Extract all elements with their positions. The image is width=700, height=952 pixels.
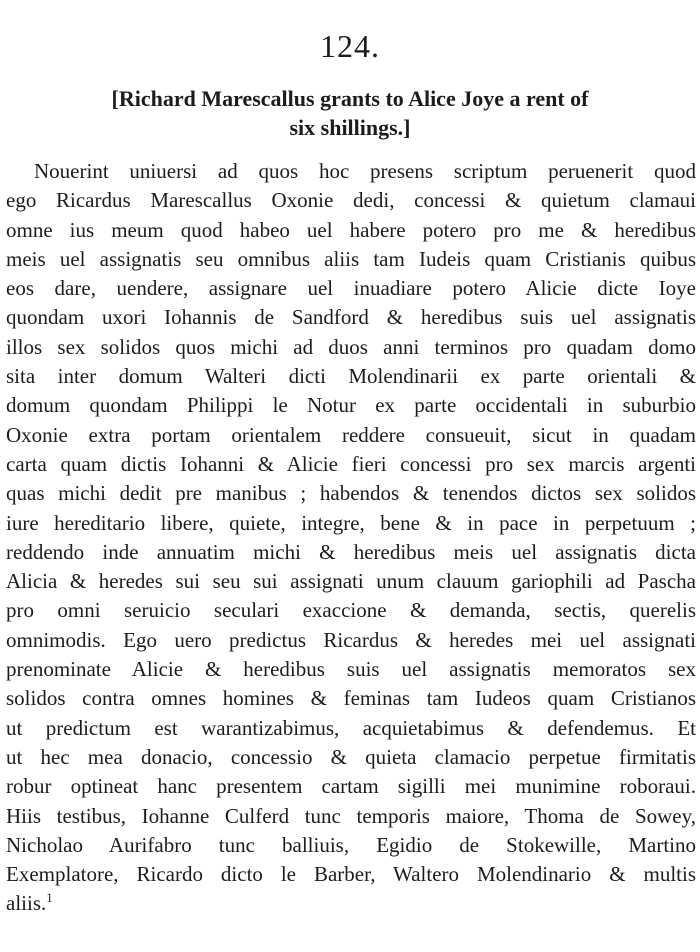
text-line: meis uel assignatis seu omnibus aliis tam Iudeis quam Cristianis quibus [6,246,696,271]
text-line: sita inter domum Walteri dicti Molendinarii ex parte orientali & [6,364,696,389]
text-line: carta quam dictis Iohanni & Alicie fieri concessi pro sex marcis argenti [6,451,696,476]
text-line: illos sex solidos quos michi ad duos anni terminos pro quadam domo [6,334,696,359]
text-line: Hiis testibus, Iohanne Culferd tunc temporis maiore, Thoma de Sowey, [6,803,696,828]
final-text: aliis. [6,891,47,916]
text-line: Nicholao Aurifabro tunc balliuis, Egidio de Stokewille, Martino [6,832,696,857]
footnote-marker[interactable]: 1 [46,890,53,906]
text-line: pro omni seruicio seculari exaccione & demanda, sectis, querelis [6,598,696,623]
text-line: solidos contra omnes homines & feminas tam Iudeos quam Cristianos [6,686,696,711]
text-line: Oxonie extra portam orientalem reddere consueuit, sicut in quadam [6,422,696,447]
text-line: iure hereditario libere, quiete, integre, bene & in pace in perpetuum ; [6,510,696,535]
text-line: omnimodis. Ego uero predictus Ricardus & heredes mei uel assignati [6,627,696,652]
text-line: quondam uxori Iohannis de Sandford & heredibus suis uel assignatis [6,305,696,330]
text-line: quas michi dedit pre manibus ; habendos & tenendos dictos sex solidos [6,481,696,506]
text-line: ut hec mea donacio, concessio & quieta clamacio perpetue firmitatis [6,744,696,769]
text-line: eos dare, uendere, assignare uel inuadiare potero Alicie dicte Ioye [6,276,696,301]
text-line: ut predictum est warantizabimus, acquietabimus & defendemus. Et [6,715,696,740]
text-line: ego Ricardus Marescallus Oxonie dedi, concessi & quietum clamaui [6,188,696,213]
text-line: Nouerint uniuersi ad quos hoc presens scriptum peruenerit quod [34,159,696,183]
text-line: omne ius meum quod habeo uel habere potero pro me & heredibus [6,217,696,242]
text-line: robur optineat hanc presentem cartam sigilli mei munimine roboraui. [6,774,696,799]
document-heading [30,84,670,142]
document-number: 124. [320,28,380,64]
charter-text [6,157,696,919]
text-line: Exemplatore, Ricardo dicto le Barber, Waltero Molendinario & multis [6,862,696,887]
text-line: prenominate Alicie & heredibus suis uel assignatis memoratos sex [6,657,696,682]
final-text-line [6,889,696,918]
text-line: Alicia & heredes sui seu sui assignati unum clauum gariophili ad Pascha [6,569,696,594]
heading-line: [Richard Marescallus grants to Alice Joye a rent of [111,86,589,111]
heading-line: six shillings.] [289,115,411,140]
text-line: domum quondam Philippi le Notur ex parte occidentali in suburbio [6,393,696,418]
text-line: reddendo inde annuatim michi & heredibus meis uel assignatis dicta [6,539,696,564]
